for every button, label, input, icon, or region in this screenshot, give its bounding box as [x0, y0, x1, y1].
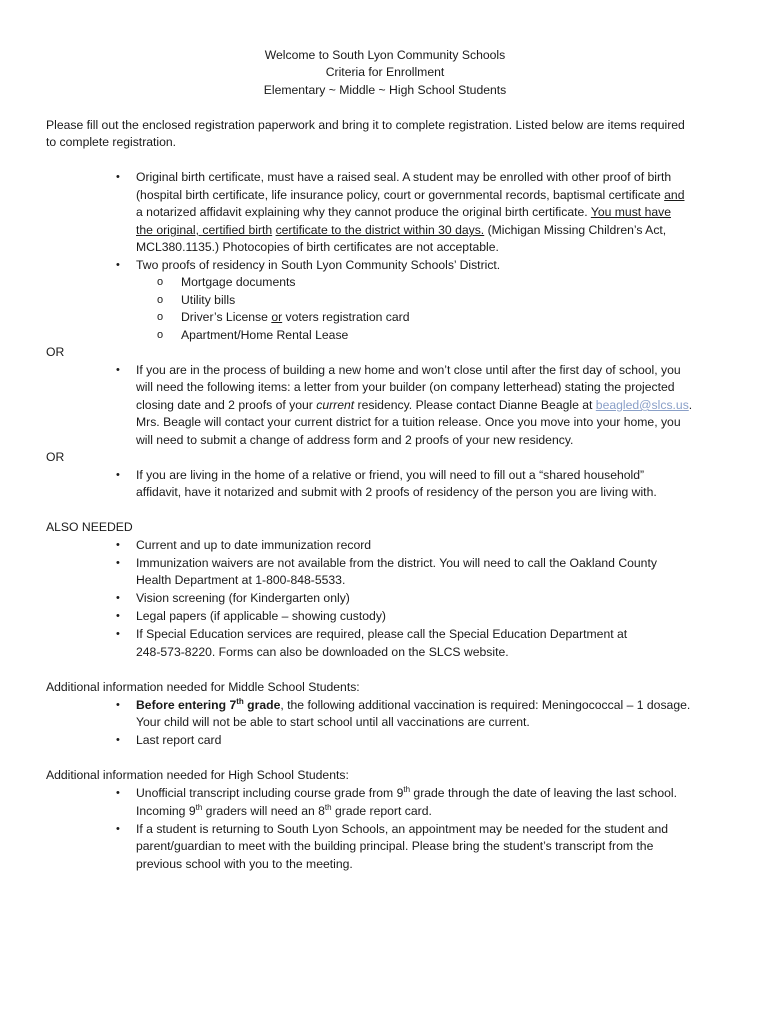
bullet-icon: •	[116, 734, 120, 746]
bullet-icon: •	[116, 823, 120, 835]
also-item: 248-573-8220. Forms can also be downloaded on the SLCS website.	[136, 645, 509, 659]
building-line: will need to submit a change of address form and 2 proofs of your new residency.	[136, 433, 574, 447]
building-line: If you are in the process of building a new home and won’t close until after the first day of school, you	[136, 363, 681, 377]
circle-bullet-icon: o	[157, 276, 164, 288]
circle-bullet-icon: o	[157, 311, 164, 323]
relative-line: affidavit, have it notarized and submit with 2 proofs of residency of the person you are living with.	[136, 485, 657, 499]
bullet-icon: •	[116, 787, 120, 799]
residency-title: Two proofs of residency in South Lyon Community Schools’ District.	[136, 258, 501, 272]
bullet-icon: •	[116, 259, 120, 271]
high-label: Additional information needed for High School Students:	[46, 768, 349, 782]
middle-item: Last report card	[136, 733, 222, 747]
residency-item: Utility bills	[181, 293, 236, 307]
email-link[interactable]: beagled@slcs.us	[595, 398, 689, 412]
bullet-icon: •	[116, 610, 120, 622]
building-line: closing date and 2 proofs of your current residency. Please contact Dianne Beagle at beagled@slcs.us.	[136, 398, 693, 412]
or-label: OR	[46, 345, 65, 359]
doc-title: Welcome to South Lyon Community Schools	[264, 48, 506, 62]
bullet-icon: •	[116, 699, 120, 711]
high-item: Incoming 9th graders will need an 8th grade report card.	[136, 802, 432, 818]
birth-line: the original, certified birth certificate to the district within 30 days. (Michigan Missing Children’s Act,	[136, 223, 667, 237]
building-line: Mrs. Beagle will contact your current district for a tuition release. Once you move into your home, you	[136, 415, 681, 429]
high-item: parent/guardian to meet with the building principal. Please bring the student’s transcript from the	[136, 839, 654, 853]
bullet-icon: •	[116, 364, 120, 376]
bullet-icon: •	[116, 628, 120, 640]
high-item: If a student is returning to South Lyon Schools, an appointment may be needed for the student and	[136, 822, 669, 836]
also-item: Current and up to date immunization record	[136, 538, 372, 552]
also-needed-label: ALSO NEEDED	[46, 520, 133, 534]
middle-item: Before entering 7th grade, the following additional vaccination is required: Meningococcal – 1 dosage.	[136, 696, 691, 712]
birth-line: (hospital birth certificate, life insurance policy, court or governmental records, baptismal certificate and	[136, 188, 685, 202]
middle-item: Your child will not be able to start school until all vaccinations are current.	[136, 715, 530, 729]
bullet-icon: •	[116, 557, 120, 569]
also-item: Legal papers (if applicable – showing custody)	[136, 609, 386, 623]
intro-line: Please fill out the enclosed registration paperwork and bring it to complete registration. Listed below are items required	[46, 118, 685, 132]
birth-line: Original birth certificate, must have a raised seal. A student may be enrolled with other proof of birth	[136, 170, 672, 184]
circle-bullet-icon: o	[157, 329, 164, 341]
bullet-icon: •	[116, 171, 120, 183]
bullet-icon: •	[116, 592, 120, 604]
high-item: previous school with you to the meeting.	[136, 857, 353, 871]
circle-bullet-icon: o	[157, 294, 164, 306]
bullet-icon: •	[116, 539, 120, 551]
birth-line: MCL380.1135.) Photocopies of birth certificates are not acceptable.	[136, 240, 499, 254]
relative-line: If you are living in the home of a relative or friend, you will need to fill out a “shared household”	[136, 468, 645, 482]
birth-line: a notarized affidavit explaining why they cannot produce the original birth certificate. You must have	[136, 205, 672, 219]
also-item: Vision screening (for Kindergarten only)	[136, 591, 350, 605]
also-item: Health Department at 1-800-848-5533.	[136, 573, 346, 587]
also-item: Immunization waivers are not available from the district. You will need to call the Oakland County	[136, 556, 657, 570]
bullet-icon: •	[116, 469, 120, 481]
doc-subtitle: Criteria for Enrollment	[325, 65, 445, 79]
also-item: If Special Education services are required, please call the Special Education Department at	[136, 627, 628, 641]
middle-label: Additional information needed for Middle School Students:	[46, 680, 360, 694]
high-item: Unofficial transcript including course grade from 9th grade through the date of leaving the last school.	[136, 784, 677, 800]
building-line: will need the following items: a letter from your builder (on company letterhead) stating the projected	[136, 380, 675, 394]
residency-item: Apartment/Home Rental Lease	[181, 328, 349, 342]
or-label: OR	[46, 450, 65, 464]
intro-line: to complete registration.	[46, 135, 177, 149]
doc-audience: Elementary ~ Middle ~ High School Students	[263, 83, 507, 97]
residency-item: Driver’s License or voters registration card	[181, 310, 410, 324]
residency-item: Mortgage documents	[181, 275, 296, 289]
